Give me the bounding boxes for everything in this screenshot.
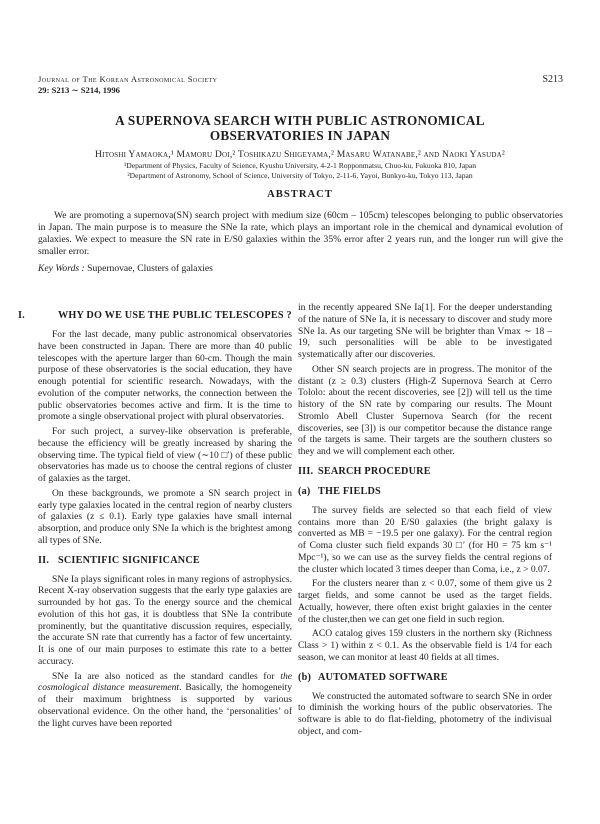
fields-paragraph-2: For the clusters nearer than z < 0.07, some of them give us 2 target fields, and some cannot be used as the target fields. Actually, however, there often exist bright galaxies in the center of the cluster,then we can get one field in such region. xyxy=(298,578,552,625)
keywords xyxy=(38,263,563,275)
right-column xyxy=(298,302,552,741)
affiliation-2: ²Department of Astronomy, School of Science, University of Tokyo, 2-11-6, Yayoi, Bunkyo-ku, Tokyo 113, Japan xyxy=(127,171,473,180)
section-3-number: III. xyxy=(298,465,314,477)
subsection-b-number: (b) xyxy=(298,671,312,683)
affiliation-1: ¹Department of Physics, Faculty of Science, Kyushu University, 4-2-1 Ropponmatsu, Chuo-ku, Fukuoka 810, Japan xyxy=(123,160,477,170)
section-1-title: WHY DO WE USE THE PUBLIC TELESCOPES ? xyxy=(58,310,292,321)
keywords-text: Supernovae, Clusters of galaxies xyxy=(87,263,213,274)
volume-info: 29: S213 ∼ S214, 1996 xyxy=(38,85,120,95)
subsection-a-number: (a) xyxy=(298,485,311,497)
section-1-paragraph-1: For the last decade, many public astronomical observatories have been constructed in Japan. There are more than 40 public telescopes with the aperture larger than 60-cm. Though the main purpose of these observatories is the social education, they have enough potential for scientific research. Nowadays, with the evolution of the computer networks, the connection between the public observatories becomes active and firm. It is the time to promote a single observational project with plural observatories. xyxy=(38,329,292,423)
section-1-paragraph-2: For such project, a survey-like observation is preferable, because the efficiency will be greatly increased by sharing the observing time. The typical field of view (∼10 □′) of these public observatories has made us to choose the central regions of cluster of galaxies as the target. xyxy=(38,426,292,484)
section-3-heading xyxy=(298,466,552,478)
subsection-a-heading xyxy=(298,486,552,498)
subsection-b-title: AUTOMATED SOFTWARE xyxy=(318,671,448,683)
fields-paragraph-1: The survey fields are selected so that each field of view contains more than 20 E/S0 galaxies (the bright galaxy is converted as MB = −19.5 per one galaxy). For the central region of Coma cluster such field expands 30 □′ (for H0 = 75 km s⁻¹ Mpc⁻¹), so we can use as the survey fields the central regions of the cluster which located 3 times deeper than Coma, i.e., z > 0.07. xyxy=(298,504,552,575)
section-1-paragraph-3: On these backgrounds, we promote a SN search project in early type galaxies located in the central region of nearby clusters of galaxies (z ≤ 0.1). Early type galaxies have small internal absorption, and produce only SNe Ia which is the brightest among all types of SNe. xyxy=(38,487,292,546)
section-2-number: II. xyxy=(38,554,50,566)
section-2-paragraph-2 xyxy=(38,671,292,730)
page-code: S213 xyxy=(542,74,563,85)
section-2-p2-end: . Basically, the homogeneity of their maximum brightness is supported by various observational evidence. On the other hand, the ‘personalities’ of the light curves have been reported xyxy=(38,682,292,729)
section-2-heading xyxy=(38,555,292,567)
title-line-1: A SUPERNOVA SEARCH WITH PUBLIC ASTRONOMICAL xyxy=(115,113,485,128)
author-block xyxy=(20,150,580,182)
journal-name: Journal of The Korean Astronomical Society xyxy=(38,74,218,84)
abstract-heading: ABSTRACT xyxy=(267,189,333,200)
section-2-paragraph-1: SNe Ia plays significant roles in many regions of astrophysics. Recent X-ray observation suggests that the early type galaxies are surrounded by hot gas. To the energy source and the chemical evolution of this hot gas, it is doubtless that SNe Ia contribute prominently, but the quantitative discussion requires, especially, the accurate SN rate that currently has a factor of few uncertainty. It is one of our main purposes to estimate this rate to a better accuracy. xyxy=(38,573,292,667)
section-2-p2-emphasis: the cosmological distance measurement xyxy=(38,670,292,694)
title-line-2: OBSERVATORIES IN JAPAN xyxy=(209,128,391,143)
running-header xyxy=(38,74,563,96)
subsection-a-title: THE FIELDS xyxy=(318,485,381,497)
other-projects-paragraph: Other SN search projects are in progress. The monitor of the distant (z ≥ 0.3) clusters (High-Z Supernova Search at Cerro Tololo: about the recent discoveries, see [2]) will tell us the time history of the SN rate by comparing our results. The Mount Stromlo Abell Cluster Supernova Search (for the recent discoveries, see [3]) is our competitor because the distance range of the targets is same. Their targets are the southern clusters so they and we will complement each other. xyxy=(298,363,552,457)
section-2-p2-start: SNe Ia are also noticed as the standard candles for xyxy=(52,670,281,682)
section-1-heading xyxy=(18,310,292,322)
section-2-title: SCIENTIFIC SIGNIFICANCE xyxy=(58,554,200,566)
left-column xyxy=(18,302,292,732)
subsection-b-heading xyxy=(298,672,552,684)
section-1-number: I. xyxy=(18,310,25,321)
abstract-text: We are promoting a supernova(SN) search project with medium size (60cm – 105cm) telescopes belonging to public observatories in Japan. The main purpose is to measure the SNe Ia rate, which plays an important role in the chemical and dynamical evolution of galaxies. We expect to measure the SN rate in E/S0 galaxies within the 35% error after 2 years run, and the longer run will give the smaller error. xyxy=(38,210,563,257)
author-names: Hitoshi Yamaoka,¹ Mamoru Doi,² Toshikazu Shigeyama,² Masaru Watanabe,² and Naoki Yasuda² xyxy=(95,149,505,160)
software-paragraph: We constructed the automated software to search SNe in order to diminish the working hours of the public observatories. The software is able to do flat-fielding, photometry of the indivisual object, and com- xyxy=(298,690,552,737)
fields-paragraph-3: ACO catalog gives 159 clusters in the northern sky (Richness Class > 1) within z < 0.1. As the observable field is 1/4 for each season, we can monitor at least 40 fields at all times. xyxy=(298,628,552,663)
paper-title xyxy=(40,113,560,143)
section-3-title: SEARCH PROCEDURE xyxy=(318,465,431,477)
continued-paragraph: in the recently appeared SNe Ia[1]. For the deeper understanding of the nature of SNe Ia, it is necessary to discover and study more SNe Ia. As our targeting SNe will be brighter than Vmax ∼ 18 – 19, such personalities will be able to be investigated systematically after our discoveries. xyxy=(298,302,552,360)
keywords-label: Key Words : xyxy=(38,263,85,274)
